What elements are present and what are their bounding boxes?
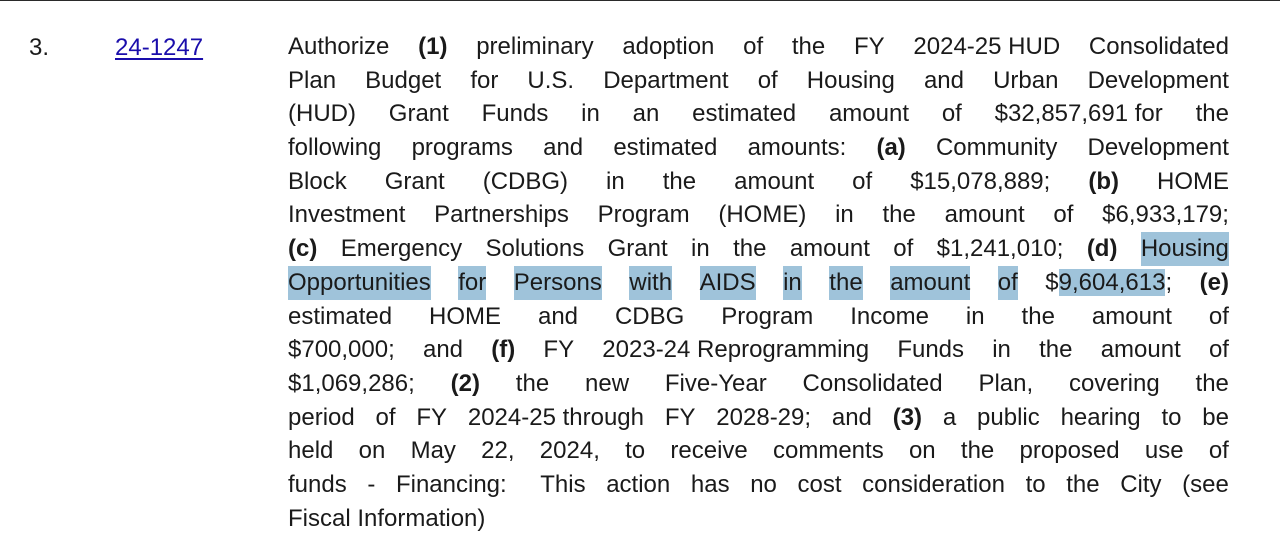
description-word: of: [941, 100, 962, 128]
top-border: [0, 0, 1280, 1]
description-word: comments: [773, 437, 884, 465]
description-word: FY: [543, 336, 575, 364]
description-word: (HUD): [288, 100, 356, 128]
description-word: programs: [411, 134, 513, 162]
description-word: 2023-24 Reprogramming: [602, 336, 870, 364]
description-word: funds: [288, 470, 347, 498]
highlighted-text: in: [783, 266, 802, 300]
description-word: (2): [450, 369, 480, 397]
description-word: to: [1161, 403, 1182, 431]
highlighted-text: 9,604,613: [1058, 268, 1166, 296]
description-word: in: [835, 201, 854, 229]
description-line: [288, 502, 1229, 536]
description-line: [288, 300, 1229, 334]
highlighted-text: of: [998, 266, 1018, 300]
description-word: HOME: [1156, 167, 1229, 195]
description-word: of: [375, 403, 396, 431]
description-word: Authorize: [288, 33, 390, 60]
description-word: 2028-29;: [716, 403, 812, 431]
description-line: [288, 266, 1229, 300]
description-word: the: [960, 437, 995, 465]
highlighted-text: Housing: [1141, 232, 1229, 266]
description-word: to: [625, 437, 646, 465]
description-word: Five-Year: [664, 369, 767, 397]
description-word: hearing: [1060, 403, 1141, 431]
description-word: following: [288, 134, 382, 162]
description-word: Budget: [365, 66, 442, 94]
description-word: held: [288, 437, 334, 465]
description-word: HOME: [429, 302, 502, 330]
description-word: of: [1208, 302, 1229, 330]
description-word: Fiscal Information): [288, 504, 486, 532]
highlighted-text: Persons: [514, 266, 602, 300]
description-line: [288, 434, 1229, 468]
description-word: the: [1195, 100, 1229, 128]
description-word: of: [743, 33, 764, 60]
description-word: FY: [416, 403, 448, 431]
description-word: the: [1195, 369, 1229, 397]
description-word: period: [288, 403, 355, 431]
description-word: and: [831, 403, 872, 431]
description-word: Grant: [388, 100, 449, 128]
highlighted-text: with: [629, 266, 672, 300]
description-word: (see: [1182, 470, 1229, 498]
description-word: $6,933,179;: [1102, 201, 1229, 229]
description-word: (f): [491, 336, 516, 364]
description-line: [288, 333, 1229, 367]
description-word: 2024-25 HUD: [913, 33, 1061, 60]
description-word: Community: [935, 134, 1058, 162]
description-word: amount: [944, 201, 1025, 229]
description-word: Partnerships: [434, 201, 569, 229]
description-word: FY: [664, 403, 696, 431]
description-word: estimated: [288, 302, 393, 330]
description-word: in: [691, 235, 710, 263]
description-line: [288, 165, 1229, 199]
description-word: the: [791, 33, 826, 60]
highlighted-text: Opportunities: [288, 266, 431, 300]
description-line: [288, 131, 1229, 165]
description-word: for: [470, 66, 499, 94]
description-word: cost: [797, 470, 842, 498]
description-word: and: [537, 302, 579, 330]
description-word: -: [367, 470, 376, 498]
description-word: This: [527, 470, 586, 498]
description-word: the: [662, 167, 697, 195]
description-word: new: [585, 369, 630, 397]
description-word: consideration: [862, 470, 1005, 498]
description-word: Funds: [897, 336, 965, 364]
description-word: Consolidated: [802, 369, 943, 397]
description-word: on: [908, 437, 936, 465]
description-word: of: [893, 235, 914, 263]
description-word: (a): [876, 134, 906, 162]
description-word: Investment: [288, 201, 406, 229]
description-word: Emergency: [340, 235, 463, 263]
description-line: [288, 97, 1229, 131]
description-word: of: [852, 167, 873, 195]
description-word: Income: [850, 302, 929, 330]
description-word: an: [632, 100, 660, 128]
description-word: the: [882, 201, 916, 229]
description-word: 2024,: [539, 437, 600, 465]
description-word: preliminary: [476, 33, 594, 60]
description-word: U.S.: [527, 66, 575, 94]
description-word: (e): [1199, 268, 1229, 296]
description-word: the: [1021, 302, 1055, 330]
description-word: amount: [789, 235, 870, 263]
highlighted-text: for: [458, 266, 486, 300]
description-word: amount: [1091, 302, 1172, 330]
description-word: Solutions: [485, 235, 585, 263]
description-word: of: [1053, 201, 1074, 229]
description-word: Plan,: [978, 369, 1034, 397]
description-word: the: [1039, 336, 1073, 364]
description-word: and: [422, 336, 464, 364]
description-word: of: [1208, 336, 1229, 364]
description-word: in: [581, 100, 600, 128]
description-word: (1): [418, 33, 448, 60]
description-word: ;: [1165, 268, 1173, 296]
description-word: has: [690, 470, 730, 498]
description-word: Housing: [806, 66, 895, 94]
description-word: Funds: [481, 100, 549, 128]
item-description: [288, 30, 1229, 535]
description-word: (HOME): [718, 201, 807, 229]
description-word: $700,000;: [288, 336, 395, 364]
description-word: and: [543, 134, 584, 162]
description-word: Development: [1087, 134, 1229, 162]
description-word: estimated: [613, 134, 718, 162]
description-word: $1,069,286;: [288, 369, 415, 397]
description-word-group: [1045, 266, 1172, 300]
description-word: (b): [1088, 167, 1119, 195]
description-word: to: [1025, 470, 1046, 498]
description-word: Department: [603, 66, 729, 94]
description-word: Block: [288, 167, 347, 195]
description-word: proposed: [1019, 437, 1120, 465]
description-word: public: [977, 403, 1040, 431]
description-word: in: [992, 336, 1011, 364]
highlighted-text: AIDS: [700, 266, 756, 300]
description-line: [288, 401, 1229, 435]
description-word: Consolidated: [1088, 33, 1229, 60]
description-word: (d): [1086, 235, 1118, 263]
description-word: (c): [288, 235, 318, 263]
description-word: the: [733, 235, 767, 263]
description-word: a: [942, 403, 957, 431]
description-word: (CDBG): [482, 167, 569, 195]
item-number: 3.: [29, 34, 50, 61]
description-word: and: [923, 66, 964, 94]
description-word: amount: [734, 167, 815, 195]
description-word: the: [515, 369, 550, 397]
description-word: in: [965, 302, 985, 330]
description-word: estimated: [692, 100, 797, 128]
description-word: $1,241,010;: [936, 235, 1064, 263]
description-word: of: [1208, 437, 1229, 465]
description-word: Grant: [384, 167, 445, 195]
description-word: no: [750, 470, 777, 498]
description-word: of: [757, 66, 778, 94]
description-word: covering: [1068, 369, 1160, 397]
description-word: the: [1066, 470, 1100, 498]
description-word: Financing:: [395, 470, 507, 498]
description-word: CDBG: [614, 302, 685, 330]
description-line: [288, 198, 1229, 232]
description-word: in: [606, 167, 625, 195]
description-word: (3): [892, 403, 923, 431]
description-line: [288, 64, 1229, 98]
description-word: adoption: [622, 33, 715, 60]
description-word: Urban: [993, 66, 1059, 94]
description-word: Program: [721, 302, 814, 330]
file-number-link[interactable]: 24-1247: [115, 34, 204, 61]
description-word: 22,: [481, 437, 515, 465]
description-word: amounts:: [747, 134, 847, 162]
description-line: [288, 468, 1229, 502]
description-word: be: [1202, 403, 1229, 431]
description-line: [288, 232, 1229, 266]
description-word: 2024-25 through: [467, 403, 644, 431]
description-word: action: [606, 470, 671, 498]
highlighted-text: amount: [890, 266, 970, 300]
description-word: City: [1120, 470, 1162, 498]
description-word: Program: [597, 201, 690, 229]
highlighted-text: the: [829, 266, 862, 300]
description-word: $32,857,691 for: [994, 100, 1163, 128]
description-word: FY: [854, 33, 885, 60]
description-word: $15,078,889;: [910, 167, 1051, 195]
description-word: amount: [828, 100, 910, 128]
description-word: amount: [1100, 336, 1181, 364]
description-word: on: [358, 437, 386, 465]
description-word: receive: [670, 437, 748, 465]
description-word: Development: [1087, 66, 1229, 94]
description-word: use: [1144, 437, 1184, 465]
description-line: [288, 30, 1229, 64]
description-line: [288, 367, 1229, 401]
description-word: $: [1045, 268, 1059, 296]
description-word: Plan: [288, 66, 337, 94]
description-word: Grant: [607, 235, 668, 263]
description-word: May: [410, 437, 456, 465]
